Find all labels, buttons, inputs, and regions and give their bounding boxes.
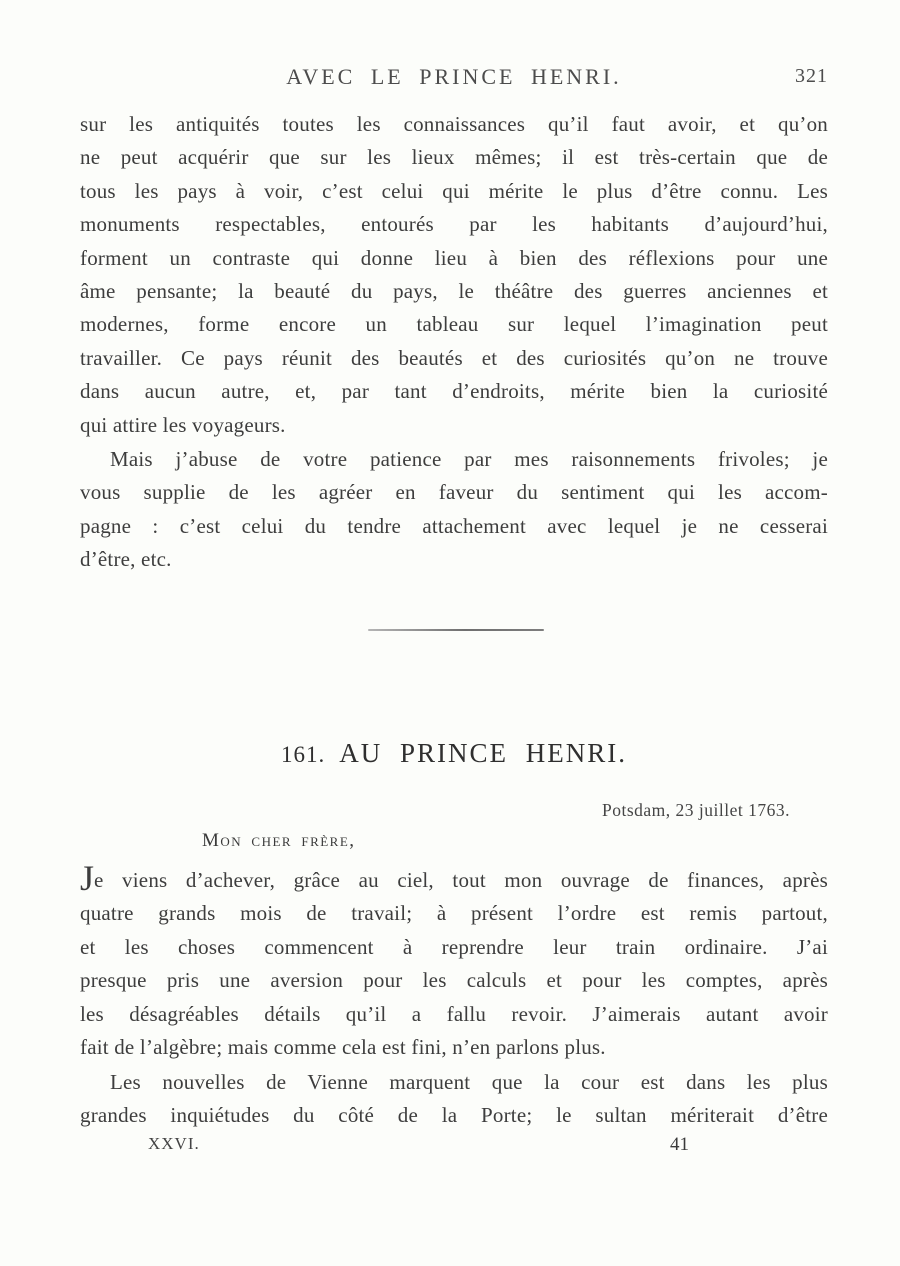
text-line: Mais j’abuse de votre patience par mes raisonnements frivoles; je xyxy=(110,447,828,471)
text-line: qui attire les voyageurs. xyxy=(80,412,286,437)
letter-title: AU PRINCE HENRI. xyxy=(339,738,627,768)
text-line: sur les antiquités toutes les connaissances qu’il faut avoir, et qu’on xyxy=(80,112,828,136)
paragraph-closing xyxy=(80,443,828,577)
paragraph-continuation xyxy=(80,108,828,442)
running-header-title: AVEC LE PRINCE HENRI. xyxy=(286,64,622,89)
text-line-with-initial xyxy=(80,858,828,898)
text-line: d’être, etc. xyxy=(80,547,172,572)
text-line: forment un contraste qui donne lieu à bien des réflexions pour une xyxy=(80,245,828,270)
text-line: pagne : c’est celui du tendre attachement avec lequel je ne cesserai xyxy=(80,513,828,538)
page-footer xyxy=(80,1134,828,1166)
text-line: les désagréables détails qu’il a fallu revoir. J’aimerais autant avoir xyxy=(80,1001,828,1026)
letter-number: 161. xyxy=(280,742,326,767)
text-line: âme pensante; la beauté du pays, le théâtre des guerres anciennes et xyxy=(80,279,828,304)
text-line: fait de l’algèbre; mais comme cela est fini, n’en parlons plus. xyxy=(80,1035,606,1060)
text-line: quatre grands mois de travail; à présent l’ordre est remis partout, xyxy=(80,901,828,926)
section-divider-rule xyxy=(368,629,544,631)
signature-mark: 41 xyxy=(670,1134,689,1155)
letter-paragraph xyxy=(80,1066,828,1133)
running-header xyxy=(80,64,828,94)
text-line: monuments respectables, entourés par les habitants d’aujourd’hui, xyxy=(80,212,828,237)
text-line: e viens d’achever, grâce au ciel, tout mon ouvrage de finances, après xyxy=(94,868,828,892)
text-line: presque pris une aversion pour les calculs et pour les comptes, après xyxy=(80,968,828,993)
text-line: Les nouvelles de Vienne marquent que la cour est dans les plus xyxy=(110,1070,828,1094)
text-line: vous supplie de les agréer en faveur du sentiment qui les accom- xyxy=(80,480,828,505)
letter-paragraph xyxy=(80,858,828,1064)
text-line: grandes inquiétudes du côté de la Porte; le sultan mériterait d’être xyxy=(80,1103,828,1128)
letter-dateline: Potsdam, 23 juillet 1763. xyxy=(602,800,790,820)
text-line: travailler. Ce pays réunit des beautés et des curiosités qu’on ne trouve xyxy=(80,345,828,370)
text-line: et les choses commencent à reprendre leur train ordinaire. J’ai xyxy=(80,934,828,959)
drop-initial-letter: J xyxy=(80,858,95,898)
volume-mark: XXVI. xyxy=(148,1134,200,1153)
letter-salutation: Mon cher frère, xyxy=(202,830,356,851)
text-line: ne peut acquérir que sur les lieux mêmes; il est très-certain que de xyxy=(80,145,828,170)
letter-heading xyxy=(80,738,828,769)
text-line: tous les pays à voir, c’est celui qui mérite le plus d’être connu. Les xyxy=(80,178,828,203)
text-line: dans aucun autre, et, par tant d’endroits, mérite bien la curiosité xyxy=(80,379,828,404)
page-number: 321 xyxy=(795,65,828,87)
text-line: modernes, forme encore un tableau sur lequel l’imagination peut xyxy=(80,312,828,337)
